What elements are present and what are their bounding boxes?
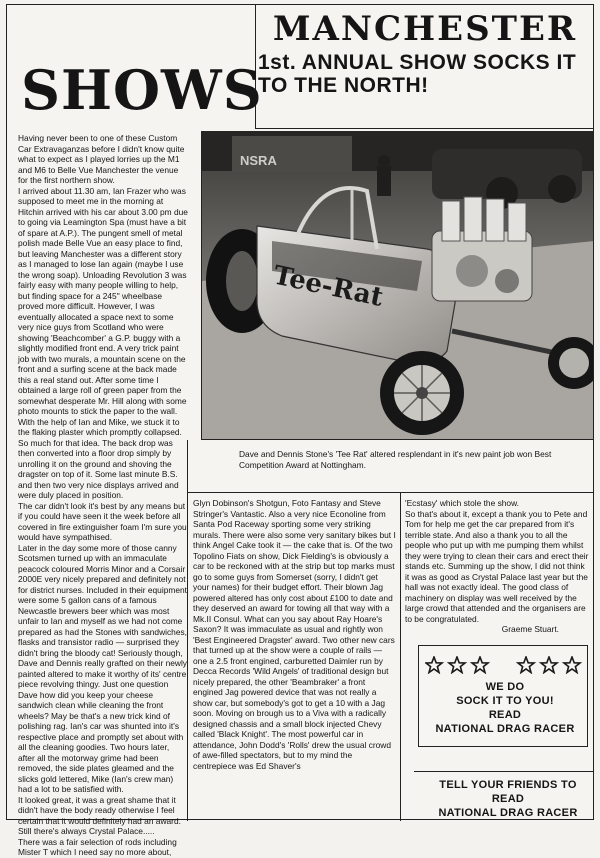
footer-promo-text [424, 778, 592, 820]
photo-illustration [202, 131, 593, 440]
promo-box [418, 645, 588, 747]
paragraph: The car didn't look it's best by any means but if you could have seen it the week before all covered in fire extinguisher foam I'm sure you would have sympathised. [18, 500, 187, 542]
dragster-photo [201, 131, 593, 440]
section-divider [187, 492, 594, 493]
paragraph: Glyn Dobinson's Shotgun, Foto Fantasy and Steve Stringer's Vantastic. Also a very nice Econoline from Santa Pod Raceway sporting some very striking murals. There were also some very sanitary bikes but I think Angel Cake took it — the cake that is. Of the two Topolino Fiats on show, Dick Fielding's is obviously a car to be reckoned with at the strip but top marks must go to some guys from Somerset (sorry, I didn't get your names) for their budget effort. Their blown Jag powered altered has only cost about £100 to date and they deserved an award for towing all that way with a Mk.II Consul. What can you say about Ray Hoare's Saxon? It was immaculate as usual and rightly won 'Best Engineered Dragster' award. Two other new cars that turned up at the show were a couple of rails — one a 2.5 front engined, carburetted Daimler run by Decca Records 'Wild Angels' of traditional design but nicely prepared, the other 'Beambraker' a front engined Jag powered device that was not really a show car, but somebody's got to get a 10 with a Jag soon. Moving on brough us to a Viva with a radically designed chassis and a small block injected Chevy called 'Black Knight'. The most powerful car in attendance, John Dodd's 'Rolls' drew the usual crowd of awe-filled spectators, but to my mind the centrepiece was Ed Shaver's [193, 498, 396, 771]
article-column-2 [193, 498, 396, 771]
star-icon [472, 657, 488, 673]
photo-caption: Dave and Dennis Stone's 'Tee Rat' altered resplendant in it's new paint job won Best Competition Award at Nottingham. [239, 449, 552, 470]
decorative-band [7, 17, 255, 57]
headline-title: SHOWS [21, 58, 263, 122]
paragraph: So that's about it, except a thank you to Pete and Tom for help me get the car prepared from it's terrible state. And also a thank you to all the people who put up with me pumping them whilst they were trying to clean their cars and erect their stands etc. Summing up the show, I did not think it was as good as Crystal Palace last year but the hall was not exactly ideal. The good class of machinery on display was well received by the large crowd that attended and the organisers are to be congratulated. [405, 508, 589, 624]
paragraph: 'Ecstasy' which stole the show. [405, 498, 519, 508]
star-icon [518, 657, 534, 673]
promo-line: WE DO [485, 681, 525, 693]
star-icon [564, 657, 580, 673]
star-icon [449, 657, 465, 673]
headline-kicker: MANCHESTER [272, 9, 578, 49]
column-divider [400, 492, 401, 821]
article-column-1 [18, 133, 188, 858]
footer-promo-line: NATIONAL DRAG RACER [438, 807, 578, 819]
headline-subhead: 1st. ANNUAL SHOW SOCKS IT TO THE NORTH! [258, 51, 577, 97]
promo-line: NATIONAL DRAG RACER [435, 723, 575, 735]
magazine-page [6, 4, 594, 857]
car-lettering: Tee-Rat [270, 260, 386, 313]
star-icon [426, 657, 442, 673]
star-icon-row [425, 656, 583, 674]
promo-line: READ [488, 709, 522, 721]
promo-text [427, 680, 583, 736]
footer-promo [414, 771, 594, 819]
footer-promo-line: TELL YOUR FRIENDS TO READ [439, 779, 577, 805]
paragraph: It looked great, it was a great shame that it didn't have the body ready otherwise I feel certain that it would definitely had an award. Still there's always Crystal Palace..... [18, 794, 181, 836]
paragraph: Having never been to one of these Custom Car Extravaganzas before I didn't know quite what to expect as I played lorries up the M1 and M6 to Belle Vue Manchester the venue for the first northern show. [18, 133, 185, 185]
banner-lettering: NSRA [240, 153, 277, 168]
author-byline: Graeme Stuart. [501, 624, 559, 634]
article-column-3 [405, 498, 589, 635]
paragraph: Later in the day some more of those canny Scotsmen turned up with an immaculate peacock coloured Morris Minor and a Corsair 2000E very nicely prepared and definitely not for district nurses. Included in their equipment were some 5 gallon cans of a famous Newcastle brewers beer which was most unfair to Ian and myself as we had not come prepared as had the Stones with sandwiches, flasks and transistor radio — surprised they didn't bring the bloody cat! Seriously though, Dave and Dennis really grafted on their newly painted altered to make it worthy of its' centre piece revolving thingy. Just one question Dave how did you keep your cheese sandwich clean while cleaning the front wheels? May be that's a new trick kind of polishing rag. Ian's car was shunted into it's respective place and promptly set about with all the cleaning goodies. Two hours later, after all the motorway grime had been removed, the side plates gleamed and the slicks gold lettered, Mike (Ian's crew man) had a lot to be satisfied with. [18, 542, 188, 794]
promo-line: SOCK IT TO YOU! [456, 695, 554, 707]
star-icon [541, 657, 557, 673]
paragraph: I arrived about 11.30 am, Ian Frazer who was supposed to meet me in the morning at Hitchin arrived with his car about 3.00 pm due to going via Leamington Spa (must have a bit of spare at A.P.). The pungent smell of metal polish made Belle Vue an easy place to find, but leaving Manchester was a different story as I managed to lose Ian again (maybe I use the wrong soap). Unloading Revolution 3 was fairly easy with many people willing to help, but finding space for a 245" wheelbase proved more difficult. However, I was eventually allocated a space next to some very nice guys from Scotland who were showing 'Beachcomber' a G.P. buggy with a slightly modified front end. A very trick paint job with two murals, a mountain scene on the front and a surfing scene at the back made this a real stand out. After some time I obtained a large roll of green paper from the somewhat desperate Mr. Hill along with some photo mounts to stick the paper to the wall. With the help of Ian and Mike, we stuck it to the flaking plaster which promptly collapsed. So much for that idea. The back drop was then converted into a floor drop simply by unrolling it on the ground and shoving the dragster on top of it. Some last minute B.S. and then two very nice displays arrived and were duly placed in position. [18, 185, 188, 500]
paragraph: There was a fair selection of rods including Mister T which I need say no more about, [18, 836, 177, 857]
header-box [255, 5, 593, 129]
